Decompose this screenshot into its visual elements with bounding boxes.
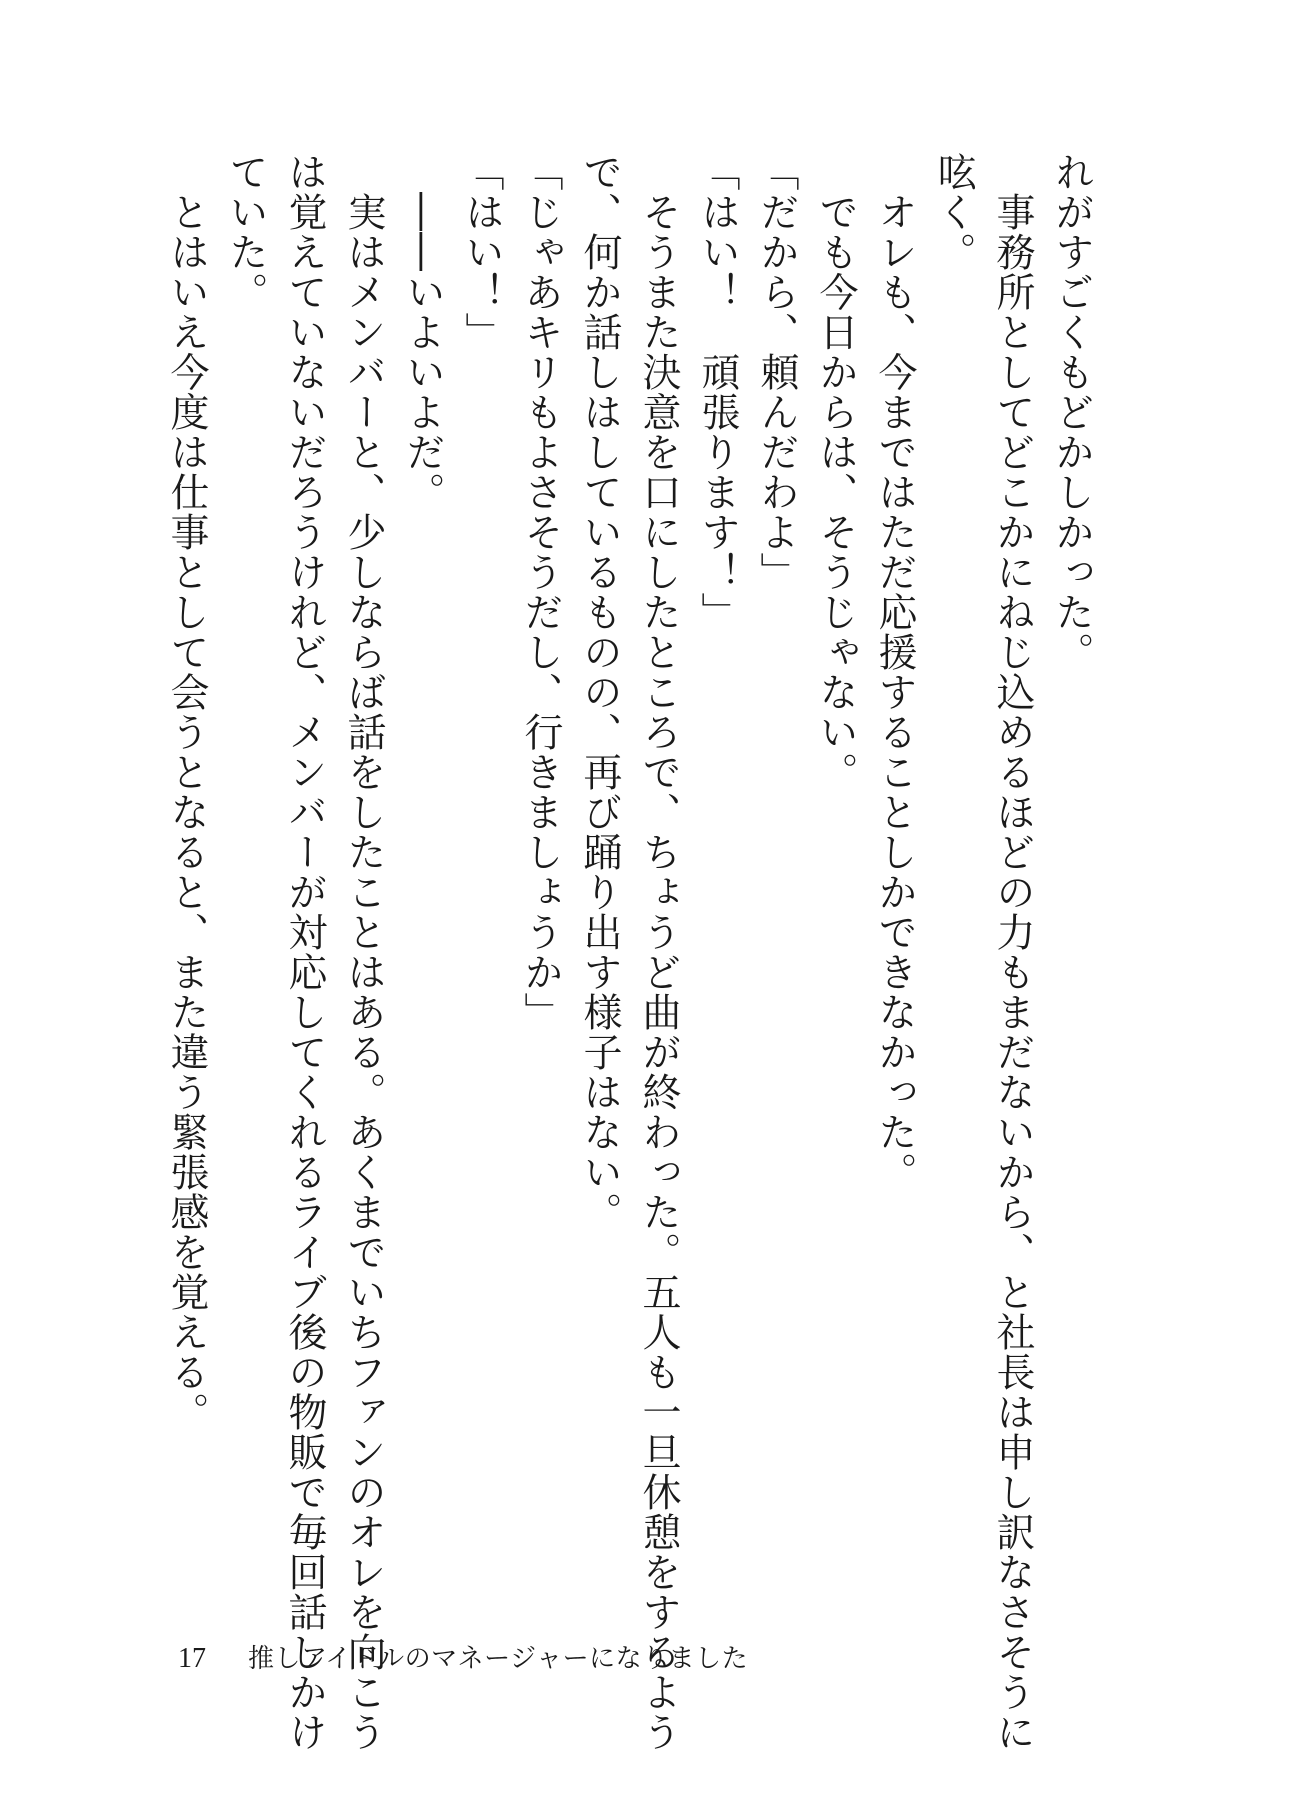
text-line: ――いよいよだ。 (400, 152, 445, 512)
text-line: ていた。 (223, 152, 268, 312)
text-line: 「はい！ 頑張ります！」 (695, 152, 740, 632)
page-footer (178, 1638, 748, 1675)
text-line: そうまた決意を口にしたところで、ちょうど曲が終わった。五人も一旦休憩をするよう (636, 152, 681, 1752)
text-line: 「じゃあキリもよさそうだし、行きましょうか」 (518, 152, 563, 1032)
text-line: れがすごくもどかしかった。 (1049, 152, 1094, 672)
page-number: 17 (178, 1643, 206, 1674)
text-line: で、何か話しはしているものの、再び踊り出す様子はない。 (577, 152, 622, 1232)
text-line: 呟く。 (931, 152, 976, 272)
text-line: でも今日からは、そうじゃない。 (813, 152, 858, 792)
text-line: 「だから、頼んだわよ」 (754, 152, 799, 592)
text-line: オレも、今まではただ応援することしかできなかった。 (872, 152, 917, 1192)
text-line: は覚えていないだろうけれど、メンバーが対応してくれるライブ後の物販で毎回話しかけ (282, 152, 327, 1752)
text-line: 「はい！」 (459, 152, 504, 352)
book-title: 推しアイドルのマネージャーになりました (248, 1644, 749, 1674)
text-line: 実はメンバーと、少しならば話をしたことはある。あくまでいちファンのオレを向こう (341, 152, 386, 1752)
text-line: 事務所としてどこかにねじ込めるほどの力もまだないから、と社長は申し訳なさそうに (990, 152, 1035, 1752)
text-line: とはいえ今度は仕事として会うとなると、また違う緊張感を覚える。 (164, 152, 209, 1432)
